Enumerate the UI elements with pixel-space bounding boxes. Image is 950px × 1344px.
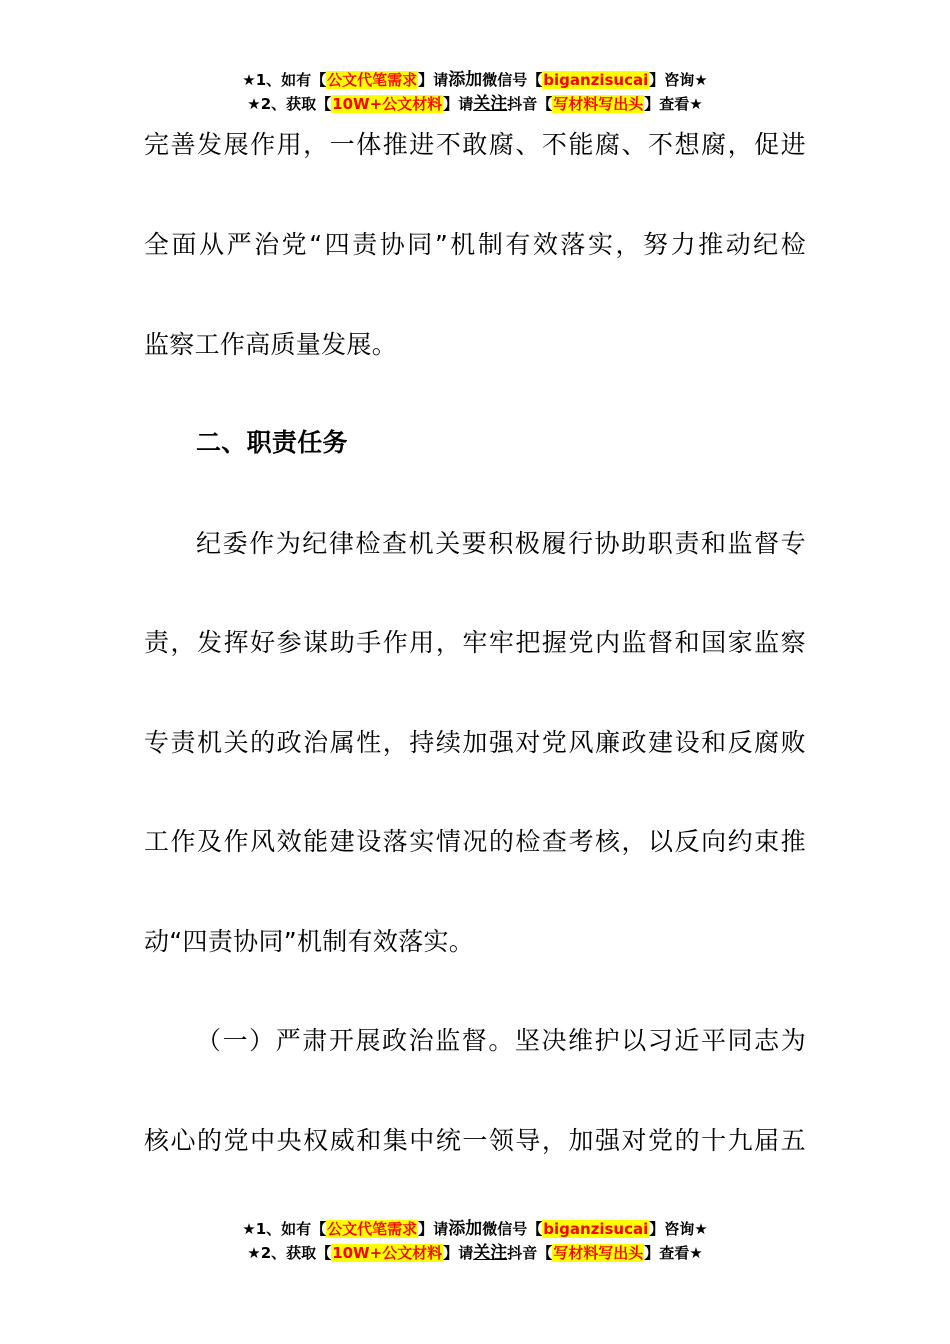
promo-highlight: 写材料写出头 [553, 95, 644, 113]
promo-text: 】咨询★ [649, 1220, 708, 1238]
promo-line-2 [0, 1241, 950, 1265]
body-line: 监察工作高质量发展。 [144, 330, 398, 359]
promo-line-2 [0, 92, 950, 116]
promo-highlight: biganzisucai [543, 71, 649, 89]
promo-text: 微信号【 [482, 1220, 543, 1238]
body-line: 核心的党中央权威和集中统一领导，加强对党的十九届五 [144, 1126, 806, 1155]
promo-text: 抖音【 [507, 95, 553, 113]
promo-emphasis: 关注 [473, 1243, 508, 1263]
promo-line-1 [0, 68, 950, 92]
promo-text: 】请 [443, 95, 474, 113]
promo-highlight: 10W+公文材料 [332, 95, 443, 113]
promo-text: ★2、获取【 [247, 1244, 332, 1262]
promo-highlight: 公文代笔需求 [327, 71, 418, 89]
promo-text: 抖音【 [507, 1244, 553, 1262]
promo-emphasis: 关注 [473, 94, 508, 114]
promo-text: 微信号【 [482, 71, 543, 89]
body-line: 完善发展作用，一体推进不敢腐、不能腐、不想腐，促进 [144, 130, 806, 159]
promo-text: 】请 [418, 1220, 449, 1238]
promo-highlight: 写材料写出头 [553, 1244, 644, 1262]
body-line: 工作及作风效能建设落实情况的检查考核，以反向约束推 [144, 827, 806, 856]
promo-highlight: biganzisucai [543, 1220, 649, 1238]
body-line: 纪委作为纪律检查机关要积极履行协助职责和监督专 [196, 529, 806, 558]
promo-highlight: 10W+公文材料 [332, 1244, 443, 1262]
promo-text: 】查看★ [644, 1244, 703, 1262]
body-line: 责，发挥好参谋助手作用，牢牢把握党内监督和国家监察 [144, 628, 806, 657]
promo-banner-top [0, 68, 950, 116]
promo-text: ★2、获取【 [247, 95, 332, 113]
body-line: 全面从严治党“四责协同”机制有效落实，努力推动纪检 [144, 230, 806, 259]
promo-emphasis: 添加 [448, 70, 483, 90]
promo-text: 】查看★ [644, 95, 703, 113]
promo-text: 】请 [443, 1244, 474, 1262]
promo-line-1 [0, 1217, 950, 1241]
body-line: 专责机关的政治属性，持续加强对党风廉政建设和反腐败 [144, 728, 806, 757]
promo-text: ★1、如有【 [242, 71, 327, 89]
promo-text: ★1、如有【 [242, 1220, 327, 1238]
promo-emphasis: 添加 [448, 1219, 483, 1239]
promo-text: 】咨询★ [649, 71, 708, 89]
promo-banner-bottom [0, 1217, 950, 1265]
promo-highlight: 公文代笔需求 [327, 1220, 418, 1238]
section-heading: 二、职责任务 [196, 428, 348, 457]
promo-text: 】请 [418, 71, 449, 89]
body-line: （一）严肃开展政治监督。坚决维护以习近平同志为 [196, 1026, 806, 1055]
body-line: 动“四责协同”机制有效落实。 [144, 927, 475, 956]
